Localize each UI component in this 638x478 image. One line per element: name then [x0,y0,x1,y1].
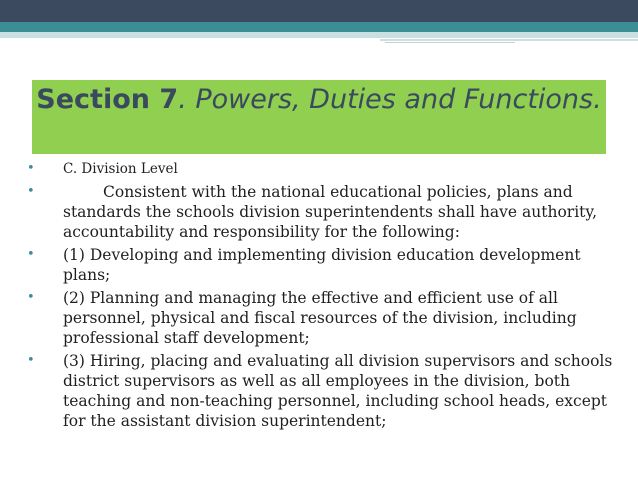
list-item-text: (2) Planning and managing the effective and efficient use of all personnel, physical and fiscal resources of the division, including professional staff development; [63,289,577,347]
list-item [27,288,617,348]
bullet-icon: • [27,353,35,368]
bullet-icon: • [27,290,35,305]
slide-body [27,160,617,434]
list-item [27,245,617,285]
list-item-text: Consistent with the national educational policies, plans and standards the schools division superintendents shall have authority, accountability and responsibility for the following: [63,183,598,241]
bullet-icon: • [27,161,35,176]
top-decor-line [380,39,638,41]
slide-title-rest: . Powers, Duties and Functions. [178,84,602,115]
slide-title [32,80,606,154]
top-band-dark [0,0,638,22]
list-item-text: (1) Developing and implementing division education development plans; [63,246,581,284]
bullet-icon: • [27,184,35,199]
list-item [27,160,617,178]
bullet-icon: • [27,247,35,262]
list-item-text: C. Division Level [63,161,178,177]
list-item-text: (3) Hiring, placing and evaluating all division supervisors and schools district supervisors as well as all employees in the division, both teaching and non-teaching personnel, including school heads, except for the assistant division superintendent; [63,352,613,430]
top-decor-line [385,42,515,43]
top-band-light [0,32,638,38]
list-item [27,182,617,242]
top-band-teal [0,22,638,32]
slide-title-bold: Section 7 [36,84,179,115]
list-item [27,351,617,431]
